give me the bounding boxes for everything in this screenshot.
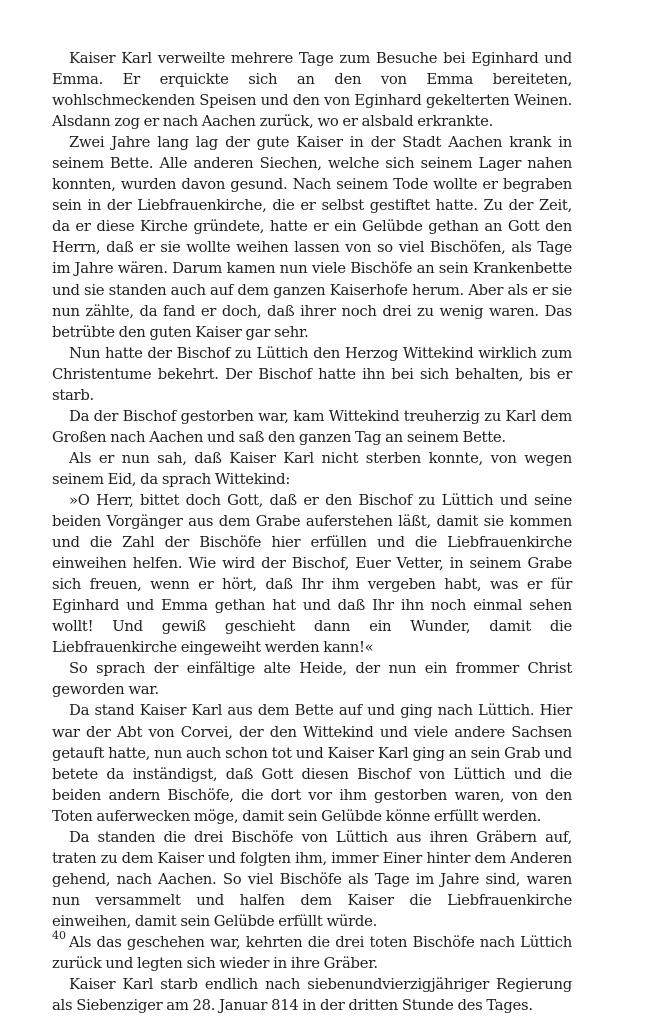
body-text (52, 48, 572, 1016)
paragraph: So sprach der einfältige alte Heide, der nun ein frommer Christ geworden war. (52, 660, 572, 699)
paragraph: Kaiser Karl starb endlich nach siebenundvierzigjähriger Regierung als Siebenziger am 28. Januar 814 in der dritten Stunde des Tages. (52, 976, 572, 1015)
paragraph: Da der Bischof gestorben war, kam Wittekind treuherzig zu Karl dem Großen nach Aachen und saß den ganzen Tag an seinem Bette. (52, 407, 572, 446)
paragraph: Zwei Jahre lang lag der gute Kaiser in der Stadt Aachen krank in seinem Bette. Alle anderen Siechen, welche sich seinem Lager nahen konnten, wurden davon gesund. Nach seinem Tode wollte er begraben sein in der Liebfrauenkirche, die er selbst gestiftet hatte. Zu der Zeit, da er diese Kirche gründete, hatte er ein Gelübde gethan an Gott den Herrn, daß er sie wollte weihen lassen von so viel Bischöfen, als Tage im Jahre wären. Darum kamen nun viele Bischöfe an sein Krankenbette und sie standen auch auf dem ganzen Kaiserhofe herum. Aber als er sie nun zählte, da fand er doch, daß ihrer noch drei zu wenig waren. Das betrübte den guten Kaiser gar sehr. (52, 134, 572, 341)
paragraph: Als das geschehen war, kehrten die drei toten Bischöfe nach Lüttich zurück und legten sich wieder in ihre Gräber. (52, 933, 572, 973)
paragraph: Als er nun sah, daß Kaiser Karl nicht sterben konnte, von wegen seinem Eid, da sprach Wittekind: (52, 449, 572, 488)
page-number: 40 (52, 929, 66, 942)
paragraph: Kaiser Karl verweilte mehrere Tage zum Besuche bei Eginhard und Emma. Er erquickte sich an den von Emma bereiteten, wohlschmeckenden Speisen und den von Eginhard gekelterten Weinen. Alsdann zog er nach Aachen zurück, wo er alsbald erkrankte. (52, 50, 572, 131)
paragraph: Nun hatte der Bischof zu Lüttich den Herzog Wittekind wirklich zum Christentume bekehrt. Der Bischof hatte ihn bei sich behalten, bis er starb. (52, 344, 572, 404)
paragraph: »O Herr, bittet doch Gott, daß er den Bischof zu Lüttich und seine beiden Vorgänger aus dem Grabe auferstehen läßt, damit sie kommen und die Zahl der Bischöfe hier erfüllen und die Liebfrauenkirche einweihen helfen. Wie wird der Bischof, Euer Vetter, in seinem Grabe sich freuen, wenn er hört, daß Ihr ihm vergeben habt, was er für Eginhard und Emma gethan hat und daß Ihr ihn noch einmal sehen wollt! Und gewiß geschieht dann ein Wunder, damit die Liebfrauenkirche eingeweiht werden kann!« (52, 491, 572, 657)
paragraph: Da standen die drei Bischöfe von Lüttich aus ihren Gräbern auf, traten zu dem Kaiser und folgten ihm, immer Einer hinter dem Anderen gehend, nach Aachen. So viel Bischöfe als Tage im Jahre sind, waren nun versammelt und halfen dem Kaiser die Liebfrauenkirche einweihen, damit sein Gelübde erfüllt würde. (52, 828, 572, 930)
paragraph: Da stand Kaiser Karl aus dem Bette auf und ging nach Lüttich. Hier war der Abt von Corvei, der den Wittekind und viele andere Sachsen getauft hatte, nun auch schon tot und Kaiser Karl ging an sein Grab und betete da inständigst, daß Gott diesen Bischof von Lüttich und die beiden andern Bischöfe, die dort vor ihm gestorben waren, von den Toten auferwecken möge, damit sein Gelübde könne erfüllt werden. (52, 702, 572, 825)
